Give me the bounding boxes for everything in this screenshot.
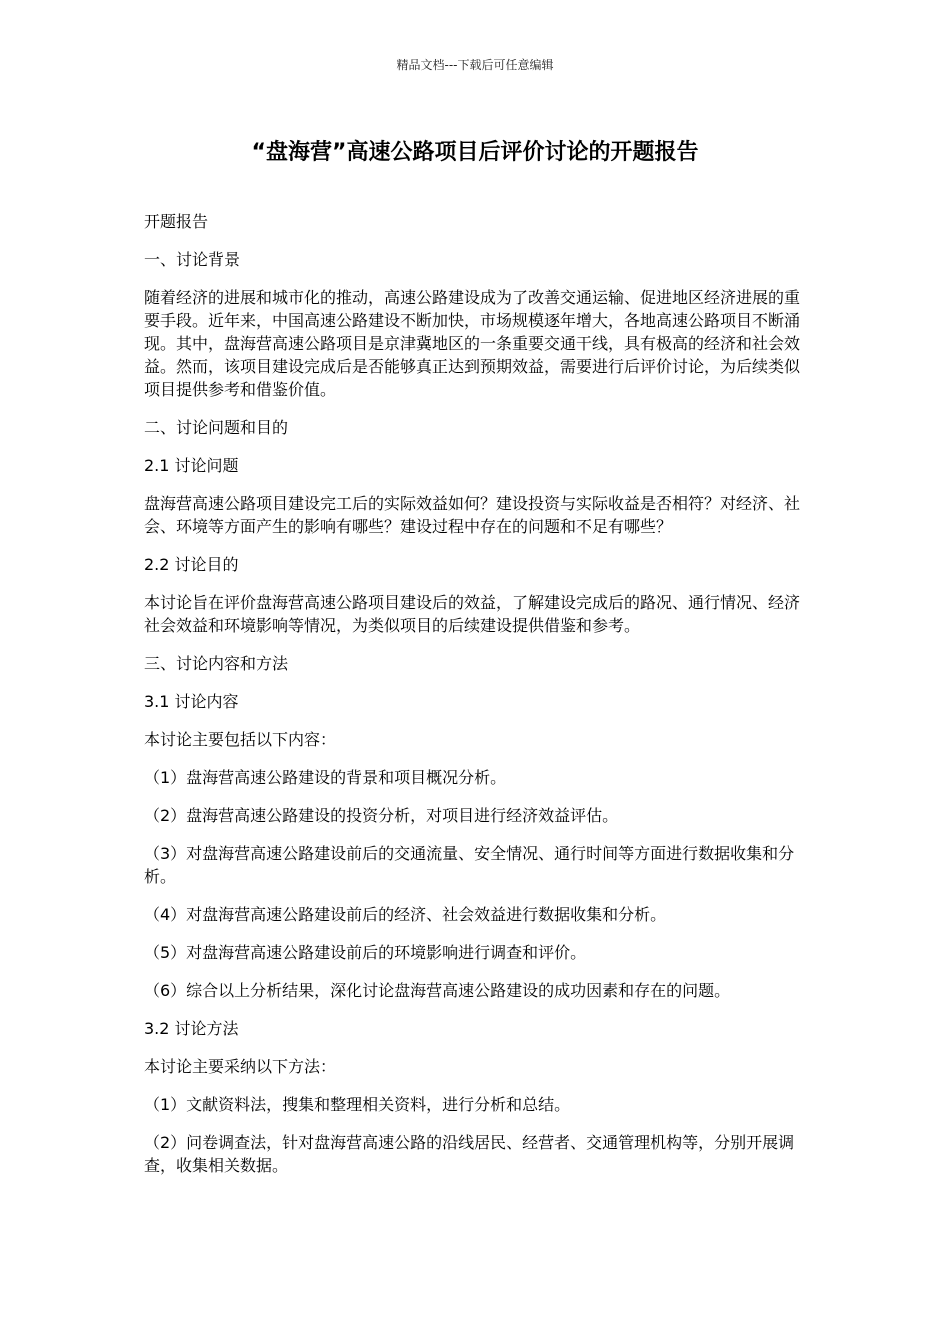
subsection-heading-content: 3.1 讨论内容 (144, 692, 239, 711)
list-item-content-1: （1）盘海营高速公路建设的背景和项目概况分析。 (144, 768, 507, 787)
list-item-content-5: （5）对盘海营高速公路建设前后的环境影响进行调查和评价。 (144, 943, 587, 962)
section-heading-content-methods: 三、讨论内容和方法 (144, 654, 289, 673)
paragraph-content-intro: 本讨论主要包括以下内容： (144, 730, 337, 749)
label-opening-report: 开题报告 (144, 212, 209, 231)
document-title: “盘海营”高速公路项目后评价讨论的开题报告 (251, 140, 699, 165)
paragraph-background: 随着经济的进展和城市化的推动，高速公路建设成为了改善交通运输、促进地区经济进展的重要手段。近年来，中国高速公路建设不断加快，市场规模逐年增大，各地高速公路项目不断涌现。其中，盘海营高速公路项目是京津冀地区的一条重要交通干线，具有极高的经济和社会效益。然而，该项目建设完成后是否能够真正达到预期效益，需要进行后评价讨论，为后续类似项目提供参考和借鉴价值。 (144, 288, 801, 399)
list-item-content-4: （4）对盘海营高速公路建设前后的经济、社会效益进行数据收集和分析。 (144, 905, 667, 924)
section-heading-questions-purpose: 二、讨论问题和目的 (144, 418, 289, 437)
list-item-content-2: （2）盘海营高速公路建设的投资分析，对项目进行经济效益评估。 (144, 806, 619, 825)
page-header: 精品文档---下载后可任意编辑 (396, 58, 554, 72)
paragraph-purpose: 本讨论旨在评价盘海营高速公路项目建设后的效益，了解建设完成后的路况、通行情况、经济社会效益和环境影响等情况，为类似项目的后续建设提供借鉴和参考。 (144, 593, 801, 635)
subsection-heading-purpose: 2.2 讨论目的 (144, 555, 239, 574)
list-item-content-3: （3）对盘海营高速公路建设前后的交通流量、安全情况、通行时间等方面进行数据收集和分析。 (144, 844, 795, 886)
document-body (144, 210, 808, 1192)
paragraph-methods-intro: 本讨论主要采纳以下方法： (144, 1057, 337, 1076)
list-item-content-6: （6）综合以上分析结果，深化讨论盘海营高速公路建设的成功因素和存在的问题。 (144, 981, 731, 1000)
subsection-heading-methods: 3.2 讨论方法 (144, 1019, 239, 1038)
paragraph-questions: 盘海营高速公路项目建设完工后的实际效益如何？建设投资与实际收益是否相符？对经济、社会、环境等方面产生的影响有哪些？建设过程中存在的问题和不足有哪些？ (144, 494, 801, 536)
list-item-method-1: （1）文献资料法，搜集和整理相关资料，进行分析和总结。 (144, 1095, 571, 1114)
section-heading-background: 一、讨论背景 (144, 250, 241, 269)
list-item-method-2: （2）问卷调查法，针对盘海营高速公路的沿线居民、经营者、交通管理机构等，分别开展调查，收集相关数据。 (144, 1133, 795, 1175)
subsection-heading-questions: 2.1 讨论问题 (144, 456, 239, 475)
